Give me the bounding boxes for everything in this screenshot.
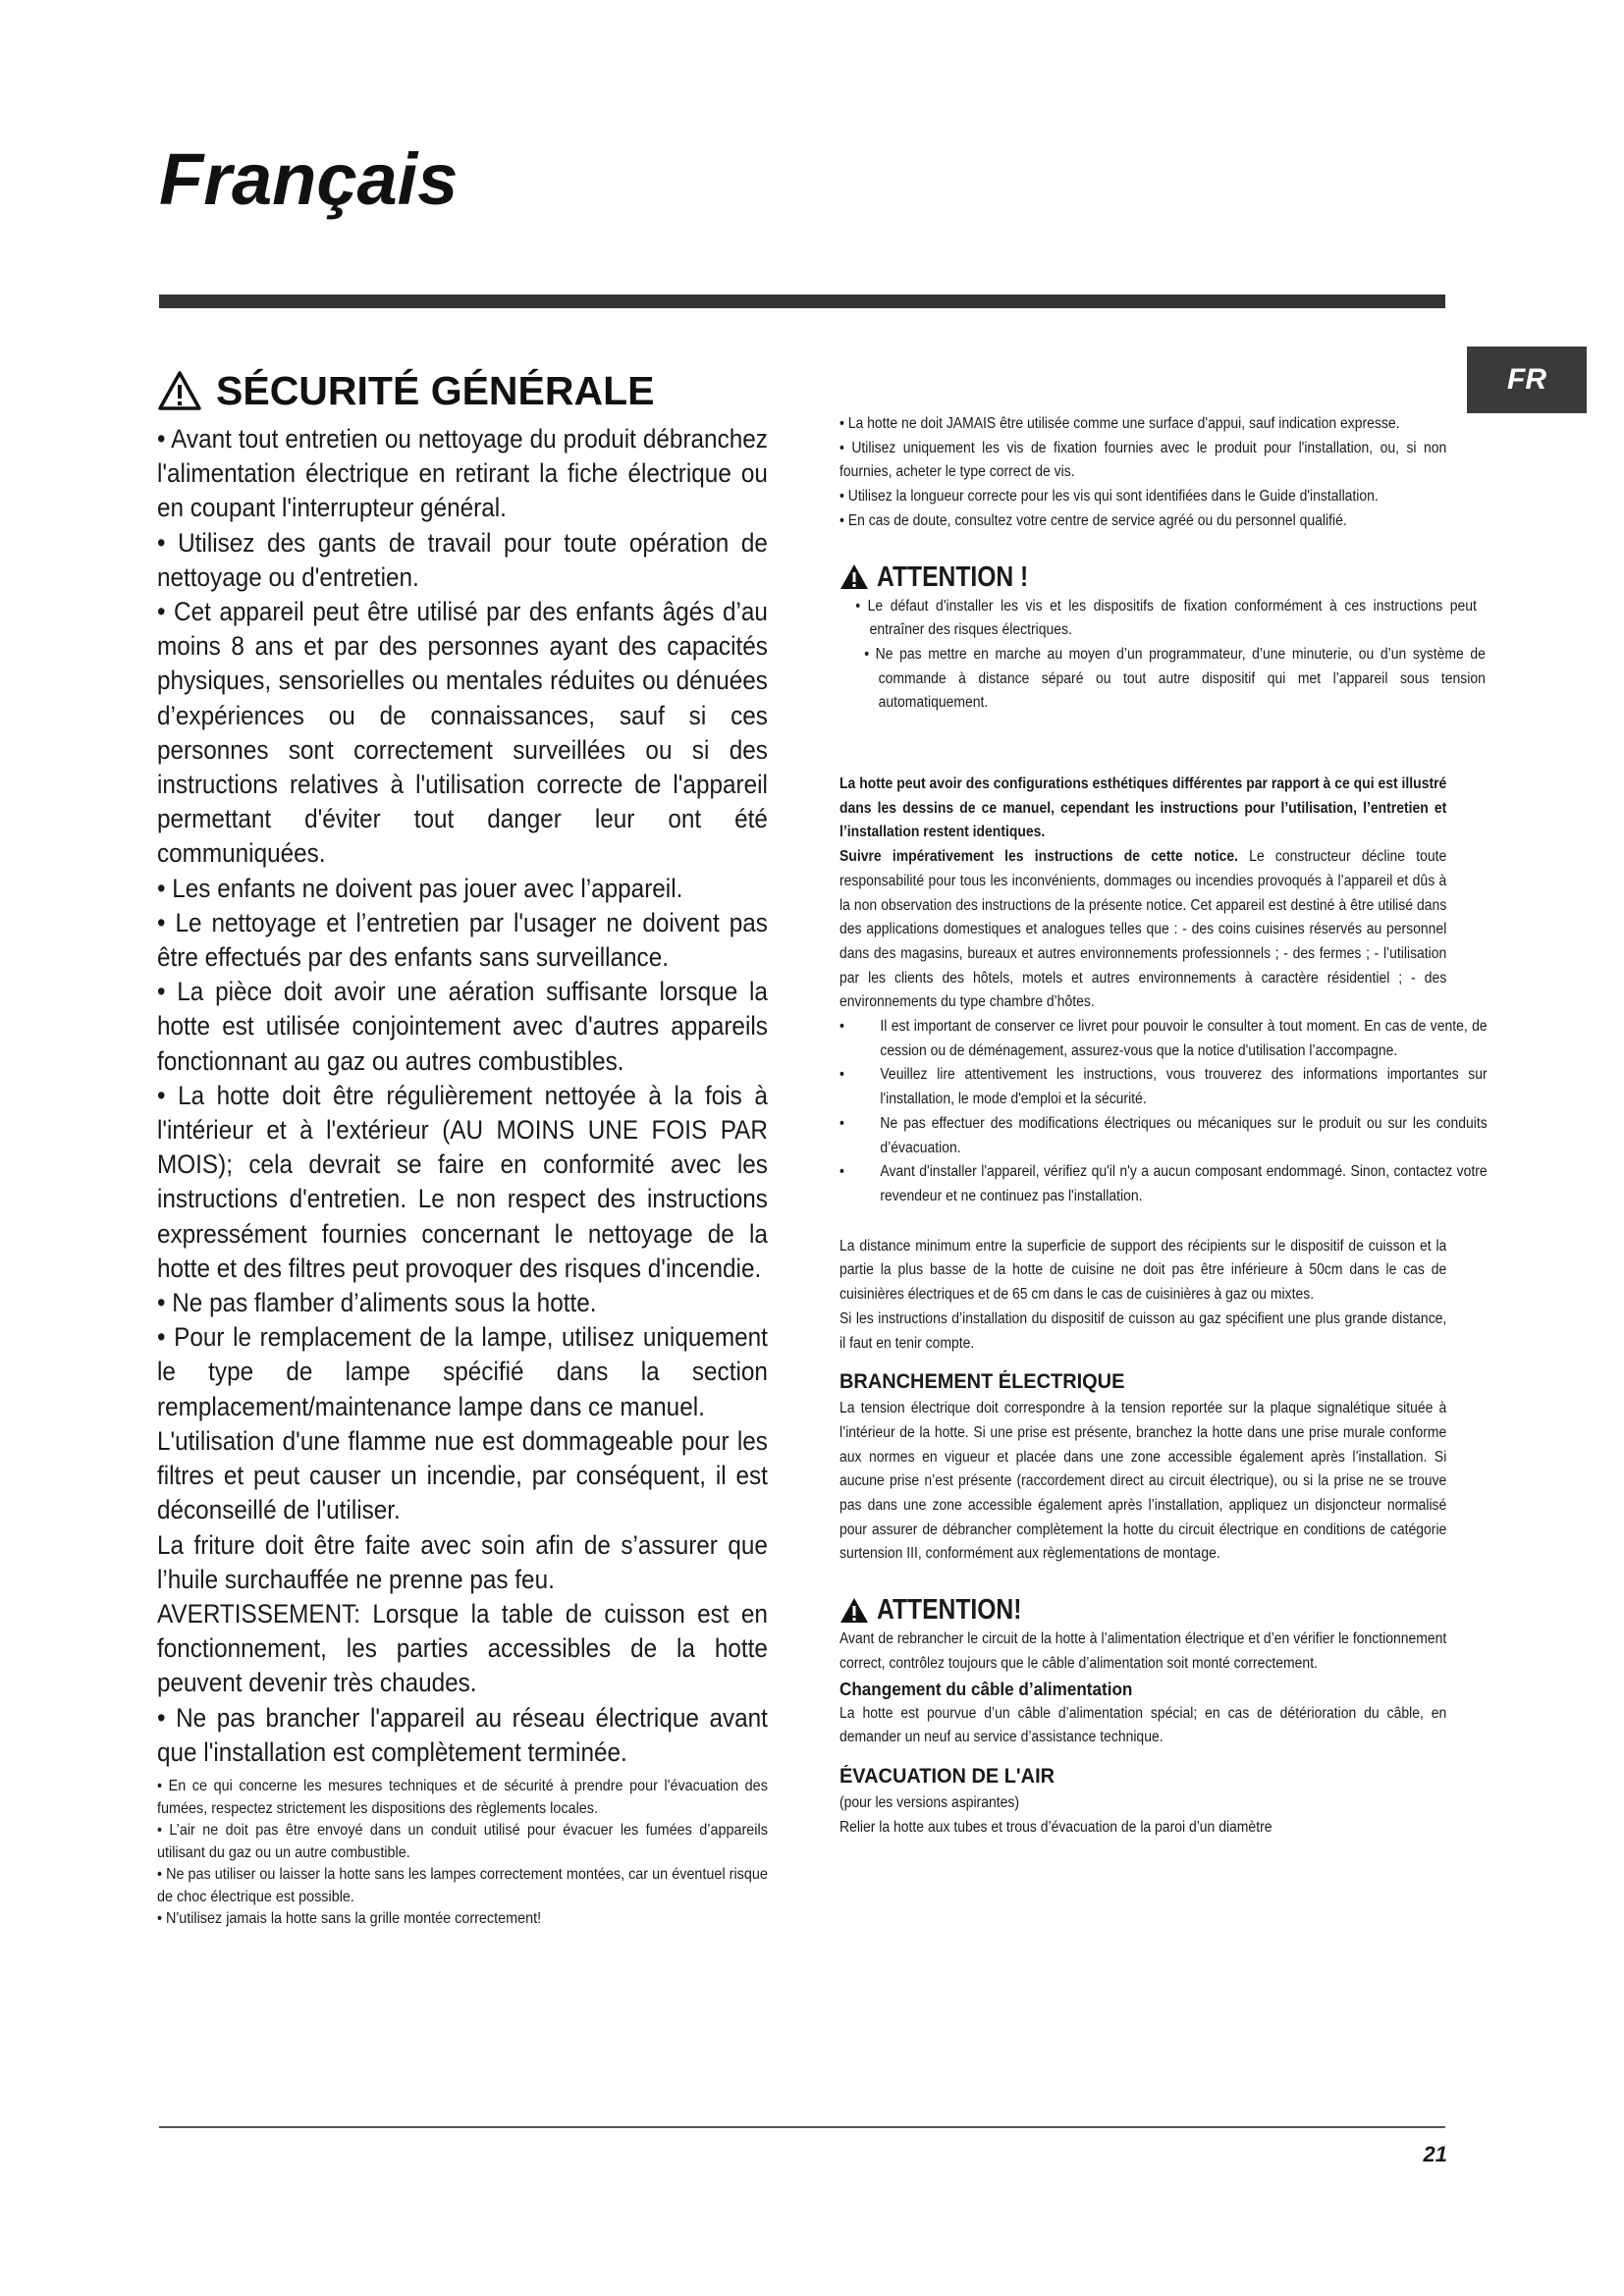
safety-paragraph: • Utilisez des gants de travail pour toute opération de nettoyage ou d'entretien. bbox=[157, 527, 768, 592]
bullet-item: • Veuillez lire attentivement les instructions, vous trouverez des informations importantes sur l'installation, le mode d'emploi et la sécurité. bbox=[839, 1063, 1488, 1111]
technical-note: • Ne pas utiliser ou laisser la hotte sans les lampes correctement montées, car un éventuel risque de choc électrique est possible. bbox=[157, 1866, 768, 1905]
page-title: Français bbox=[159, 138, 459, 220]
security-heading-text: SÉCURITÉ GÉNÉRALE bbox=[216, 368, 655, 413]
instructions-paragraph bbox=[839, 845, 1446, 1015]
config-notice: La hotte peut avoir des configurations esthétiques différentes par rapport à ce qui est illustré dans les dessins de ce manuel, cependant les instructions pour l’utilisation, l’entretien et l’installation restent identiques. bbox=[839, 775, 1447, 841]
important-bullets bbox=[839, 1015, 1488, 1209]
warning-triangle-icon bbox=[157, 370, 202, 411]
left-column bbox=[157, 365, 768, 1931]
safety-paragraph: AVERTISSEMENT: Lorsque la table de cuisson est en fonctionnement, les parties accessibles de la hotte peuvent devenir très chaudes. bbox=[157, 1598, 768, 1698]
safety-paragraph: L'utilisation d'une flamme nue est dommageable pour les filtres et peut causer un incendie, par conséquent, il est déconseillé de l'utiliser. bbox=[157, 1425, 768, 1525]
safety-paragraph: • Ne pas brancher l'appareil au réseau électrique avant que l'installation est complètement terminée. bbox=[157, 1702, 768, 1767]
cable-heading: Changement du câble d’alimentation bbox=[839, 1679, 1133, 1699]
security-heading bbox=[157, 365, 768, 416]
warning-triangle-icon bbox=[839, 1597, 869, 1624]
safety-paragraph: • Le nettoyage et l’entretien par l'usager ne doivent pas être effectués par des enfants sans surveillance. bbox=[157, 907, 768, 973]
safety-paragraph: • Les enfants ne doivent pas jouer avec l’appareil. bbox=[157, 873, 683, 903]
attention-item: • Le défaut d'installer les vis et les dispositifs de fixation conformément à ces instructions peut entraîner des risques électriques. bbox=[855, 597, 1477, 639]
right-column bbox=[839, 412, 1488, 1840]
intro-paragraph: • Utilisez uniquement les vis de fixation fournies avec le produit pour l'installation, ou, si non fournies, acheter le type correct de vis. bbox=[839, 439, 1447, 481]
language-tab: FR bbox=[1467, 347, 1587, 413]
bullet-item: • Il est important de conserver ce livret pour pouvoir le consulter à tout moment. En cas de vente, de cession ou de déménagement, assurez-vous que la notice d'utilisation l’accompagne. bbox=[839, 1015, 1488, 1063]
attention-heading-text: ATTENTION ! bbox=[877, 561, 1029, 593]
technical-note: • N'utilisez jamais la hotte sans la grille montée correctement! bbox=[157, 1910, 542, 1928]
safety-paragraph: • Cet appareil peut être utilisé par des enfants âgés d’au moins 8 ans et par des personnes ayant des capacités physiques, sensorielles ou mentales réduites ou dénuées d’expériences ou de connaissances, sauf si ces personnes sont correctement surveillées ou si des instructions relatives à l'utilisation correcte de l'appareil permettant d'éviter tout danger leur ont été communiquées. bbox=[157, 597, 768, 869]
instructions-text: Le constructeur décline toute responsabilité pour tous les inconvénients, dommages ou incendies provoqués à l’appareil et dûs à la non observation des instructions de la présente notice. Cet appareil est destiné à être utilisé dans des applications domestiques et analogues telles que : - des coins cuisines réservés au personnel dans des magasins, bureaux et autres environnements professionnels ; - des fermes ; - l’utilisation par les clients des hôtels, motels et autres environnements à caractère résidentiel ; - des environnements du type chambre d’hôtes. bbox=[839, 848, 1447, 1011]
branchement-heading: BRANCHEMENT ÉLECTRIQUE bbox=[839, 1370, 1125, 1394]
attention-heading bbox=[839, 560, 1446, 595]
intro-paragraph: • Utilisez la longueur correcte pour les vis qui sont identifiées dans le Guide d'installation. bbox=[839, 488, 1379, 506]
technical-notes bbox=[157, 1776, 768, 1931]
technical-note: • En ce qui concerne les mesures techniques et de sécurité à prendre pour l'évacuation des fumées, respectez strictement les dispositions des règlements locales. bbox=[157, 1777, 768, 1817]
instructions-lead: Suivre impérativement les instructions de cette notice. bbox=[839, 848, 1238, 866]
safety-paragraph: • Pour le remplacement de la lampe, utilisez uniquement le type de lampe spécifié dans la section remplacement/maintenance lampe dans ce manuel. bbox=[157, 1322, 768, 1421]
bottom-divider bbox=[159, 2126, 1445, 2128]
cable-paragraph: La hotte est pourvue d’un câble d’alimentation spécial; en cas de détérioration du câble, en demander un neuf au service d’assistance technique. bbox=[839, 1704, 1447, 1746]
intro-paragraph: • En cas de doute, consultez votre centre de service agréé ou du personnel qualifié. bbox=[839, 511, 1347, 529]
attention-heading-2 bbox=[839, 1592, 1446, 1628]
page-number: 21 bbox=[1423, 2142, 1447, 2166]
safety-paragraph: • La hotte doit être régulièrement nettoyée à la fois à l'intérieur et à l'extérieur (AU MOINS UNE FOIS PAR MOIS); cela devrait se faire en conformité avec les instructions d'entretien. Le non respect des instructions expressément fournies concernant le nettoyage de la hotte et des filtres peut provoquer des risques d'incendie. bbox=[157, 1080, 768, 1283]
bullet-item: • Ne pas effectuer des modifications électriques ou mécaniques sur le produit ou sur les conduits d’évacuation. bbox=[839, 1112, 1488, 1160]
warning-triangle-icon bbox=[839, 563, 869, 590]
bullet-item: • Avant d'installer l'appareil, vérifiez qu'il n'y a aucun composant endommagé. Sinon, contactez votre revendeur et ne continuez pas l'installation. bbox=[839, 1160, 1488, 1208]
evacuation-heading: ÉVACUATION DE L'AIR bbox=[839, 1764, 1056, 1788]
intro-paragraph: • La hotte ne doit JAMAIS être utilisée comme une surface d'appui, sauf indication expresse. bbox=[839, 415, 1400, 432]
safety-paragraph: La friture doit être faite avec soin afin de s’assurer que l’huile surchauffée ne prenne pas feu. bbox=[157, 1529, 768, 1594]
branchement-paragraph: La tension électrique doit correspondre à la tension reportée sur la plaque signalétique située à l’intérieur de la hotte. Si une prise est présente, branchez la hotte dans une prise murale conforme aux normes en vigueur et placée dans une zone accessible également après l’installation. Si aucune prise n’est présente (raccordement direct au circuit électrique), ou si la prise ne se trouve pas dans une zone accessible également après l’installation, appliquez un disjoncteur normalisé pour assurer de débrancher complètement la hotte du circuit électrique en conditions de catégorie surtension III, conformément aux règlementations de montage. bbox=[839, 1400, 1447, 1563]
attention-list bbox=[839, 595, 1486, 717]
safety-paragraph: • Ne pas flamber d’aliments sous la hotte. bbox=[157, 1288, 597, 1318]
safety-paragraph: • Avant tout entretien ou nettoyage du produit débranchez l'alimentation électrique en retirant la fiche électrique ou en coupant l'interrupteur général. bbox=[157, 424, 768, 523]
safety-paragraph: • La pièce doit avoir une aération suffisante lorsque la hotte est utilisée conjointement avec d'autres appareils fonctionnant au gaz ou autres combustibles. bbox=[157, 977, 768, 1076]
top-divider bbox=[159, 294, 1445, 308]
evacuation-paragraph: Relier la hotte aux tubes et trous d’évacuation de la paroi d’un diamètre bbox=[839, 1818, 1272, 1836]
evacuation-subtitle: (pour les versions aspirantes) bbox=[839, 1793, 1019, 1811]
distance-paragraph: La distance minimum entre la superficie de support des récipients sur le dispositif de cuisson et la partie la plus basse de la hotte de cuisine ne doit pas être inférieure à 50cm dans le cas de cuisinières électriques et de 65 cm dans le cas de cuisinières à gaz ou mixtes. bbox=[839, 1237, 1447, 1304]
attention-heading-text: ATTENTION! bbox=[877, 1594, 1022, 1627]
technical-note: • L’air ne doit pas être envoyé dans un conduit utilisé pour évacuer les fumées d’appareils utilisant du gaz ou un autre combustible. bbox=[157, 1822, 768, 1861]
distance-paragraph: Si les instructions d’installation du dispositif de cuisson au gaz spécifient une plus grande distance, il faut en tenir compte. bbox=[839, 1309, 1447, 1352]
attention-item: • Ne pas mettre en marche au moyen d’un programmateur, d’une minuterie, ou d’un système de commande à distance séparé ou tout autre dispositif qui met l’appareil sous tension automatiquement. bbox=[864, 645, 1486, 712]
attention-paragraph: Avant de rebrancher le circuit de la hotte à l’alimentation électrique et d’en vérifier le fonctionnement correct, contrôlez toujours que le câble d’alimentation soit monté correctement. bbox=[839, 1630, 1447, 1672]
